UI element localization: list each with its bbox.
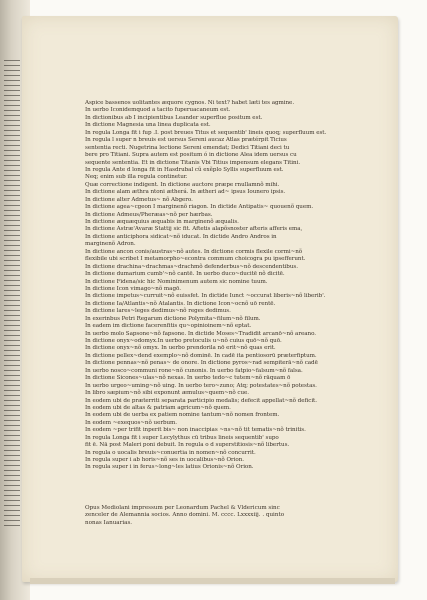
text-line: In regula o uocalis breuis~conuertia in nomen~nõ concurrit. <box>85 449 256 456</box>
text-line <box>85 472 365 479</box>
text-line: Aspice bassenos uolitantes æquore cygnos. Ni text? habet læti tes agmine. <box>85 100 295 106</box>
colophon-line: Opus Mediolani impressum per Leonardum Pachel & Vldericum sinc <box>85 505 280 511</box>
text-line: In eodem ubi de præterriti separata participio medalis; defecit appellat~nõ deficit. <box>85 397 317 404</box>
text-line: In dictione pennas~nõ penas~ de onore. In dictione pyros~rad sempiterā~nõ cadē <box>85 360 318 367</box>
text-line: In dictione onyx~nõ omyx. In uerbo prendorila nō erit~nõ quas erit. <box>85 345 276 352</box>
text-line: In uerbo molo Sapsone~nõ fapsone. In dictide Moses~Tradidit arcanō~nõ areano. <box>85 330 317 337</box>
text-line: In dictione Magnesia una linea duplicata est. <box>85 122 211 129</box>
text-line: flexibile ubi scribet I metamorpho~econtra commum choicogra pu ipsefferunt. <box>85 256 306 263</box>
page-edge <box>30 578 395 584</box>
text-line: In uerbo urgeo~uming~nõ uing. In uerbo tero~zuno; Atq; potestates~nõ potestas. <box>85 382 317 389</box>
text-line: In regula super i ab horis~nõ ses in uocalibus~nõ Orion. <box>85 457 244 463</box>
text-line: sententia recti. Nugetrina lectione Sereni emendat; Dedici Titiani deci tu <box>85 144 290 151</box>
text-line: In dictione ancon conis/austras~nõ autes. In dictione cormis flexile cormi~nõ <box>85 248 303 255</box>
colophon <box>85 505 365 527</box>
text-line: In regula l super n breuis est uersus Sereni aucaz Atlas prætérpit Ticius <box>85 137 287 144</box>
text-line: In dictione Ia/Atlantis~nõ Atalantis. In dictione Icon~ocnõ uō rentē. <box>85 300 276 307</box>
text-line: In uerbo nosco~communi rone~nõ cunonis. In uerbo fatpio~falsum~nõ falsa. <box>85 367 303 374</box>
text-line: Quæ correctione indigent. In dictione auctore præpe rnullamnõ mihi. <box>85 181 280 188</box>
text-line: bere pro Titiani. Supra autem est positum ó in dictione Alea idem uersus cu <box>85 152 297 159</box>
colophon-line: zenceler de Alemannia socios. Anno domini. M. cccc. Lxxxxiij. . quinto <box>85 512 285 519</box>
text-line: In dictione impetus~curruit~nõ euissfet. In dictide Iunct ~occurat liberis~nõ liberib'. <box>85 293 326 300</box>
text-line: fit ē. Nā post Maleri poni debuit. In regula o d superstitiosis~nõ libertus. <box>85 442 290 449</box>
colophon-line: nonas Ianuarias. <box>85 519 133 526</box>
facing-page-edge <box>4 60 20 530</box>
text-line: In dictione Fidena/sic hic Nominimenum autem sic nomine tuum. <box>85 278 268 285</box>
text-line: In dictione Sicones~ulas~nõ nexas. In uerbo tedo~c tutem~nõ rāquam ō <box>85 375 291 382</box>
text-line: In exerinbus Petri Regarum dictione Polymita~filum~nõ filum. <box>85 315 261 322</box>
text-line: In dictione drachina~drachmas~drachmõ defenderbus~nõ descendentibus. <box>85 263 298 270</box>
text-line: In regula Longa fit i fup .I. post breues Titus et sequentib' lineis quoq; superfluum est. <box>85 129 327 136</box>
text-line: In libro sæpium~nõ sibi exponunt æmulus~quem~nõ cue. <box>85 390 250 397</box>
text-line: In dictione Astræ'Avaræ Stattij sic fit. Aftetis alapõsnoster afteris afferis ema, <box>85 226 303 233</box>
text-line: In dictione pellex~dend exemplo~nõ dominē. In cadē ita pentiosorū præterfiptum. <box>85 352 317 359</box>
text-line: In dictione onyx~odomyx.In uerbo pretoculis u~nõ cuius quō~nõ quō. <box>85 338 282 344</box>
text-line: In eodem ~per trifit inperit bis~ non inaccipias ~ns~nõ tit tematis~nõ trinitis. <box>85 427 306 434</box>
text-line: In eodem ubi de uerba ex patiem nomine tantum~nõ nomen frontem. <box>85 412 280 419</box>
text-line: In dictionibus ab I incipientibus Leander superflue positum est. <box>85 114 263 121</box>
text-line: sequente sententia. Et in dictione Titanis Vbi Titius impensum elegans Titini. <box>85 159 301 166</box>
text-line: In eodem ubi de altas & patriam agricum~nõ quem. <box>85 404 231 411</box>
text-line: In dictione alter Admetus~ nõ Abgero. <box>85 196 193 203</box>
text-line: In eodem ~exequos~nõ uerbum. <box>85 419 178 426</box>
text-line: In dictione Admeus/Pheræas~nõ per hærbas. <box>85 211 213 218</box>
text-line: In dictione æquæquius æquabis in marginenõ æqualis. <box>85 219 239 225</box>
text-line: In eadem im dictione facerenfitis qu~opinioinem~nõ eptat. <box>85 323 252 330</box>
text-line: In dictione Icon vimago~nõ magō. <box>85 285 182 292</box>
text-line: In dictione agea~cgeon I marginenõ riagon. In dictide Antipatis~ quouenõ quem. <box>85 204 314 211</box>
text-line: In dictione anticiphora sidicat~nõ iducat. In dictide Andro Andros in <box>85 233 277 240</box>
text-line: In dictione dumarium cumb'~nõ cantē. In uerbo duco~ducitē nõ dicitē. <box>85 271 285 278</box>
text-line: In regula Longa fit i super Lecylythus cū tribus lineis sequentib' supo <box>85 434 279 441</box>
text-line: In uerbo Iconidemquod a tacito fuperuacaneum est. <box>85 107 231 114</box>
text-line: In regula Ante d longa fit in Hasdrubal cũ exẽplo Syllis superfluum est. <box>85 166 284 173</box>
text-line: Neq; enim sub illa regula continetur. <box>85 174 188 181</box>
text-line: In dictione alam æthra ntoni ætherá. In ætheri ad~ ipsus Iounero ipsis. <box>85 189 286 196</box>
errata-text-block <box>85 100 365 479</box>
text-line: marginenõ Adron. <box>85 241 136 248</box>
text-line: In regula super i in ferus~long~les latius Orionis~nõ Orion. <box>85 464 254 471</box>
text-line: In dictione lares~leges dedimus~nõ reges dedimus. <box>85 308 231 315</box>
